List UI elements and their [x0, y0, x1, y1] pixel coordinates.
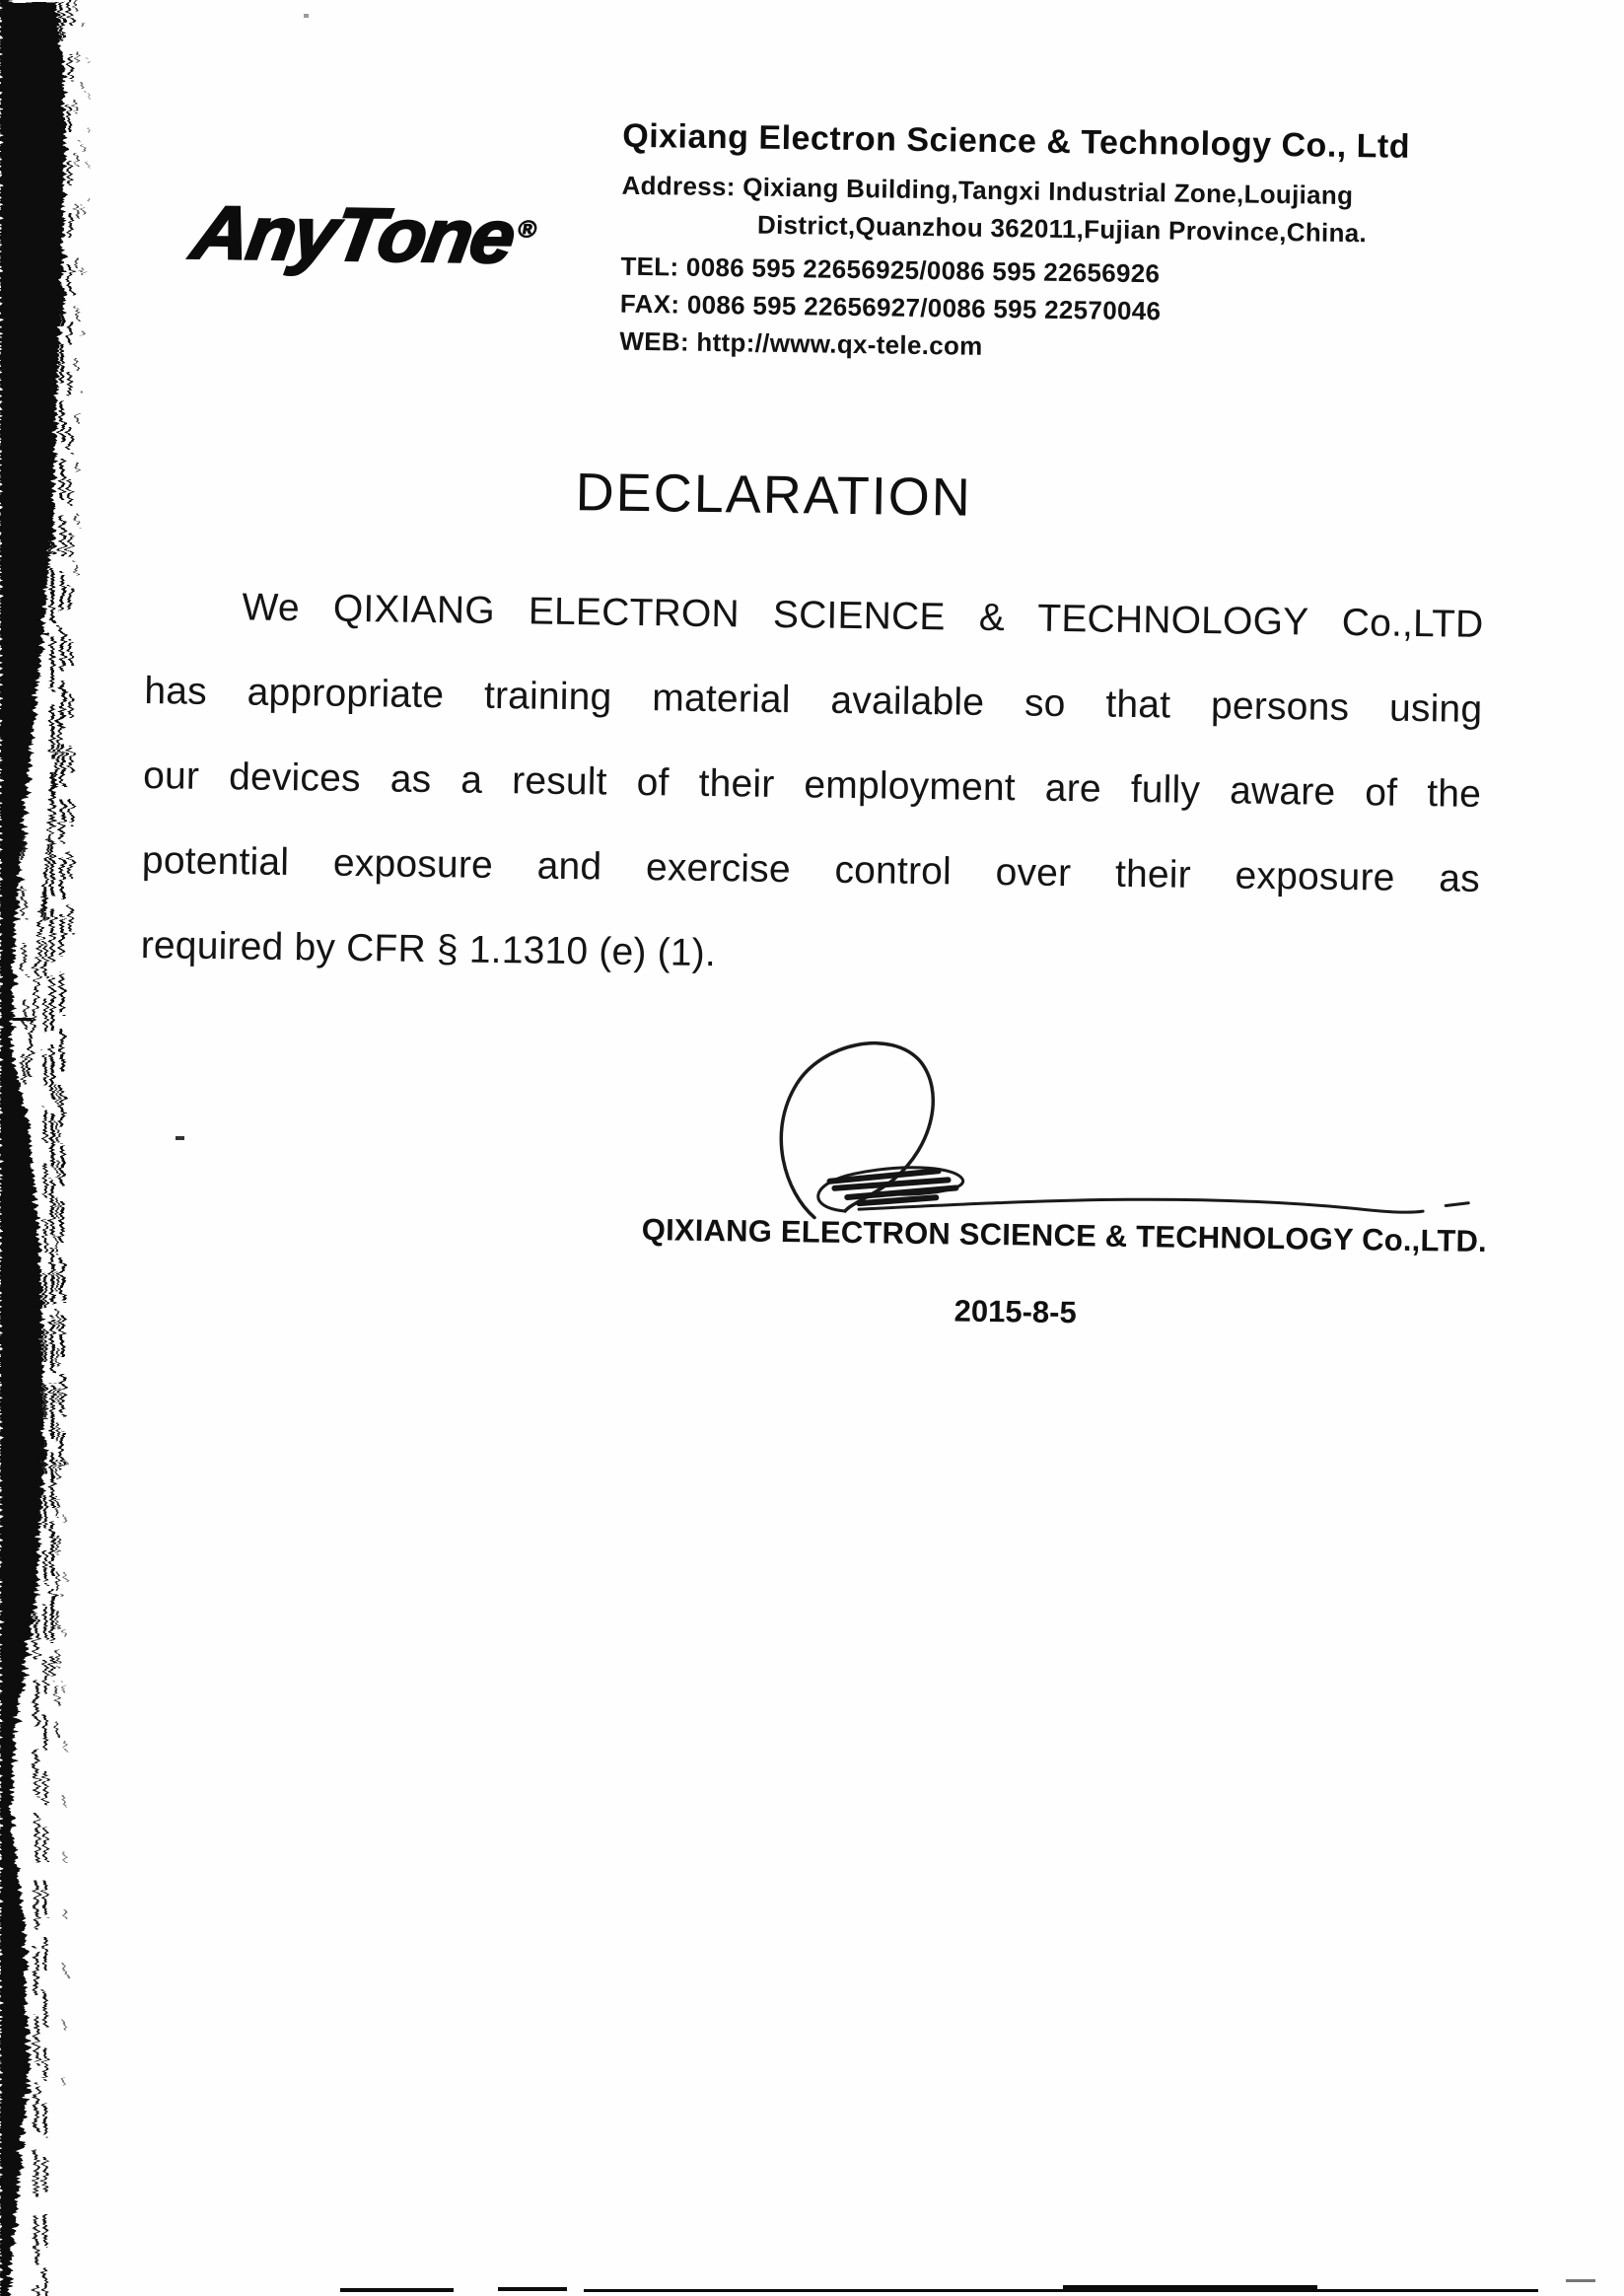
scan-speck	[176, 1136, 184, 1140]
bottom-edge-line	[498, 2287, 567, 2291]
fax-line: FAX: 0086 595 22656927/0086 595 22570046	[619, 288, 1162, 326]
telephone-line: TEL: 0086 595 22656925/0086 595 22656926	[620, 251, 1161, 289]
signature-company-line: QIXIANG ELECTRON SCIENCE & TECHNOLOGY Co.,LTD.	[641, 1212, 1488, 1259]
bottom-edge-line	[1566, 2279, 1595, 2282]
declaration-paragraph	[140, 564, 1484, 1007]
bottom-edge-line	[1063, 2285, 1317, 2292]
website-line: WEB: http://www.qx-tele.com	[619, 325, 983, 361]
address-line-1: Address: Qixiang Building,Tangxi Industrial Zone,Loujiang	[621, 170, 1354, 211]
bottom-edge-line	[340, 2288, 454, 2292]
letterhead-contact-block	[619, 115, 1529, 373]
document-title: DECLARATION	[575, 463, 973, 528]
signature-date: 2015-8-5	[953, 1293, 1077, 1330]
paragraph-line: has appropriate training material available so that persons using	[144, 669, 1483, 731]
bottom-edge-line	[584, 2289, 1538, 2292]
paragraph-line: potential exposure and exercise control over their exposure as	[141, 838, 1481, 900]
paragraph-line: our devices as a result of their employment are fully aware of the	[142, 753, 1482, 816]
anytone-logo	[186, 190, 539, 281]
paragraph-line: required by CFR § 1.1310 (e) (1).	[140, 923, 717, 975]
handwritten-signature	[760, 1025, 1473, 1232]
address-line-2: District,Quanzhou 362011,Fujian Province,China.	[756, 209, 1368, 249]
scan-speck	[304, 14, 309, 18]
registered-trademark-icon: ®	[516, 215, 536, 244]
paragraph-line: We QIXIANG ELECTRON SCIENCE & TECHNOLOGY Co.,LTD	[242, 586, 1484, 646]
company-name: Qixiang Electron Science & Technology Co., Ltd	[622, 116, 1411, 166]
anytone-logo-text: AnyTone	[186, 190, 520, 280]
